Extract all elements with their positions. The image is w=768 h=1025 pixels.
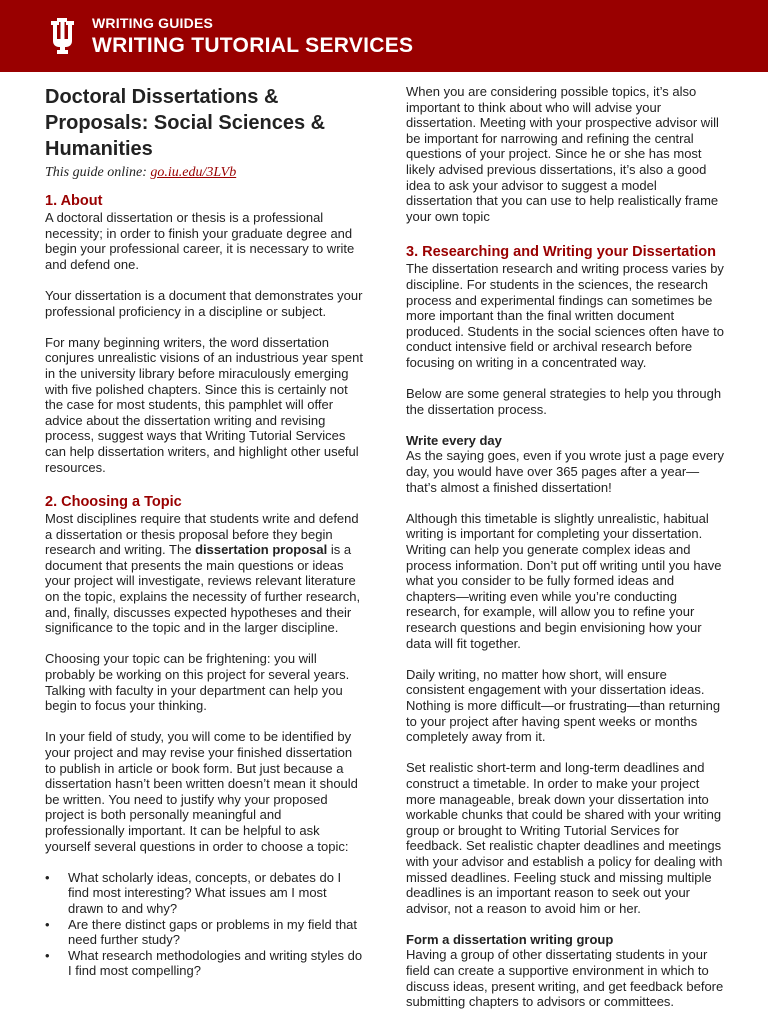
paragraph: In your field of study, you will come to be identified by your project and may revise your finished dissertation to publish in article or book form. But just because a dissertation hasn’t been written doesn’t mean it should be written. You need to justify why your proposed project is both personally meaningful and professionally important. It can be helpful to ask yourself several questions in order to choose a topic:	[45, 729, 358, 854]
document-title: Doctoral Dissertations & Proposals: Social Sciences & Humanities	[45, 86, 326, 160]
header-kicker: WRITING GUIDES	[92, 15, 214, 31]
header-banner	[0, 0, 768, 72]
section-heading-choosing-topic: 2. Choosing a Topic	[45, 494, 182, 511]
list-item: • What scholarly ideas, concepts, or debates do I find most interesting? What issues am I most drawn to and why?	[45, 870, 363, 917]
paragraph: As the saying goes, even if you wrote just a page every day, you would have over 365 pages after a year—that’s almost a finished dissertation!	[406, 448, 724, 495]
right-column	[406, 84, 724, 1025]
guide-online-link[interactable]: go.iu.edu/3LVb	[150, 165, 237, 180]
guide-online-line	[45, 164, 363, 182]
paragraph: When you are considering possible topics, it’s also important to think about who will advise your dissertation. Meeting with your prospective advisor will be important for narrowing and refining the central questions of your project. Since he or she has most likely advised previous dissertations, it’s also a good idea to ask your advisor to suggest a model dissertation that you can use to help realistically frame your own topic	[406, 84, 719, 224]
list-item: • Are there distinct gaps or problems in my field that need further study?	[45, 917, 363, 948]
list-item: • What research methodologies and writing styles do I find most compelling?	[45, 948, 363, 979]
paragraph: Your dissertation is a document that demonstrates your professional proficiency in a discipline or subject.	[45, 287, 363, 319]
topic-questions-list	[45, 870, 363, 979]
paragraph: Choosing your topic can be frightening: you will probably be working on this project for several years. Talking with faculty in your department can help you begin to focus your thinking.	[45, 651, 350, 714]
iu-trident-logo-icon	[48, 18, 76, 54]
left-column	[45, 84, 363, 979]
paragraph: The dissertation research and writing process varies by discipline. For students in the sciences, the research process and experimental findings can sometimes be more important than the final written document produced. Students in the social sciences often have to conduct intensive field or archival research before focusing on writing in a concentrated way.	[406, 261, 724, 370]
section-heading-researching-writing: 3. Researching and Writing your Dissertation	[406, 244, 716, 261]
paragraph: Below are some general strategies to help you through the dissertation process.	[406, 386, 722, 417]
section-heading-about: 1. About	[45, 193, 103, 209]
paragraph: Although this timetable is slightly unrealistic, habitual writing is important for completing your dissertation. Writing can help you generate complex ideas and process information. Don’t put off writing until you have what you consider to be fully formed ideas and chapters—writing even while you’re conducting research, for example, will allow you to refine your research questions and begin envisioning how your data will fit together.	[406, 510, 722, 651]
subheading-writing-group: Form a dissertation writing group	[406, 931, 614, 947]
paragraph: Having a group of other dissertating students in your field can create a supportive environment in which to discuss ideas, present writing, and get feedback before submitting chapters to advisors or committees.	[406, 947, 724, 1010]
paragraph: Daily writing, no matter how short, will ensure consistent engagement with your dissertation ideas. Nothing is more difficult—or frustrating—than returning to your project after having spent weeks or months completely away from it.	[406, 666, 721, 745]
subheading-write-every-day: Write every day	[406, 432, 502, 448]
header-title: WRITING TUTORIAL SERVICES	[92, 34, 414, 57]
dissertation-proposal-term: dissertation proposal	[195, 542, 328, 558]
paragraph: A doctoral dissertation or thesis is a professional necessity; in order to finish your graduate degree and begin your professional career, it is necessary to write and defend one.	[45, 210, 355, 272]
paragraph: Set realistic short-term and long-term deadlines and construct a timetable. In order to make your project more manageable, break down your dissertation into workable chunks that could be shared with your writing group or brought to Writing Tutorial Services for feedback. Set realistic chapter deadlines and meetings with your advisor and establish a policy for dealing with missed deadlines. Feeling stuck and missing multiple deadlines is an important reason to seek out your advisor, not a reason to avoid him or her.	[406, 760, 723, 916]
paragraph: For many beginning writers, the word dissertation conjures unrealistic visions of an industrious year spent in the university library before miraculously emerging with five polished chapters. Since this is certainly not the case for most students, this pamphlet will offer advice about the dissertation writing and revising process, suggest ways that Writing Tutorial Services can help dissertation writers, and highlight other useful resources.	[45, 334, 363, 475]
paragraph: Most disciplines require that students write and defend a dissertation or thesis proposal before they begin research and writing. The dissertation proposal is a document that presents the main questions or ideas your project will investigate, reviews relevant literature on the topic, explains the necessity of further research, and, finally, discusses expected hypotheses and their significance to the topic and in the larger discipline.	[45, 511, 361, 636]
guide-online-label: This guide online:	[45, 165, 151, 180]
